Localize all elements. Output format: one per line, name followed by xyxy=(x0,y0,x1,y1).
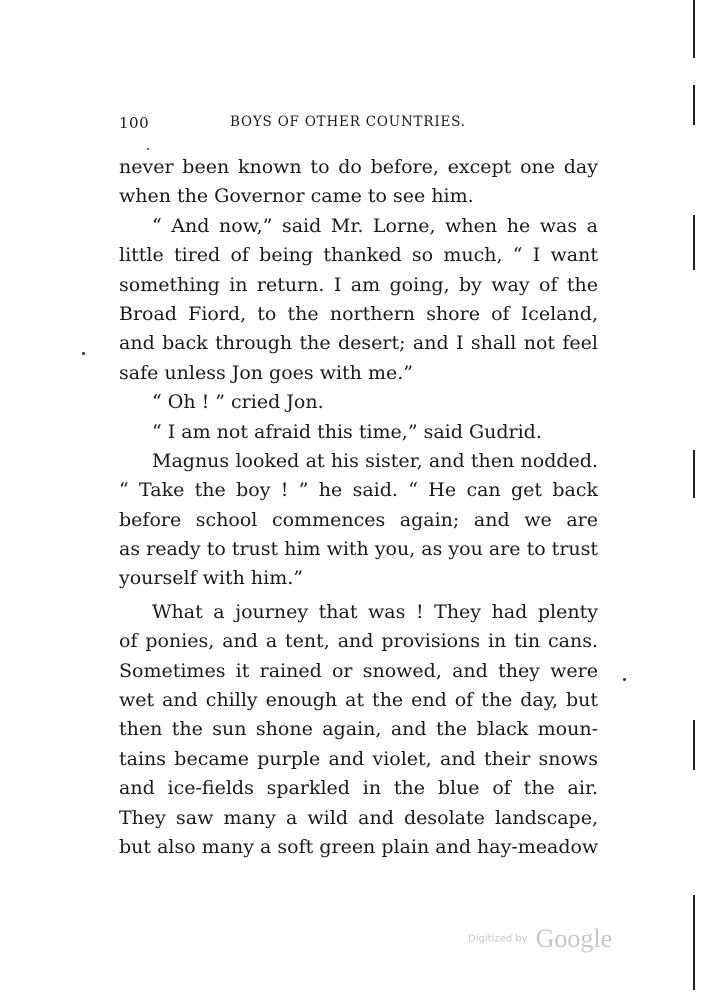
scan-speck xyxy=(82,352,85,355)
scan-edge-mark xyxy=(693,450,695,498)
body-text xyxy=(119,153,598,862)
scan-edge-mark xyxy=(693,215,695,270)
watermark-prefix: Digitized by xyxy=(468,933,528,945)
page-number: 100 xyxy=(119,114,150,132)
text-line: They saw many a wild and desolate landscape, xyxy=(119,806,598,829)
text-line: as ready to trust him with you, as you are to trust xyxy=(119,538,599,561)
text-line: of ponies, and a tent, and provisions in tin cans. xyxy=(119,630,598,653)
text-line: when the Governor came to see him. xyxy=(119,185,474,208)
digitized-watermark xyxy=(468,924,612,956)
watermark-brand: Google xyxy=(535,924,613,953)
scan-speck xyxy=(623,678,626,681)
scan-edge-mark xyxy=(693,720,695,770)
running-header xyxy=(119,114,599,136)
scan-edge-mark xyxy=(693,0,695,58)
text-line: safe unless Jon goes with me.” xyxy=(119,361,413,384)
text-line: something in return. I am going, by way of the xyxy=(119,273,598,296)
text-line: and back through the desert; and I shall not feel xyxy=(119,332,598,355)
text-line: Magnus looked at his sister, and then nodded. xyxy=(152,449,598,472)
scan-edge-mark xyxy=(693,895,695,990)
text-line: then the sun shone again, and the black moun- xyxy=(119,718,598,741)
scan-edge-mark xyxy=(693,85,695,125)
text-line: but also many a soft green plain and hay-meadow xyxy=(119,835,599,858)
scan-speck xyxy=(147,148,149,150)
text-line: yourself with him.” xyxy=(119,567,303,590)
text-line: “ Oh ! ” cried Jon. xyxy=(152,391,324,414)
text-line: “ And now,” said Mr. Lorne, when he was a xyxy=(152,214,598,237)
running-title: BOYS OF OTHER COUNTRIES. xyxy=(230,114,466,130)
text-line: never been known to do before, except one day xyxy=(119,156,598,178)
text-line: before school commences again; and we are xyxy=(119,508,598,531)
text-line: Sometimes it rained or snowed, and they were xyxy=(119,659,598,682)
text-line: and ice-fields sparkled in the blue of the air. xyxy=(119,777,598,800)
text-line: little tired of being thanked so much, “ I want xyxy=(119,244,598,267)
text-line: “ Take the boy ! ” he said. “ He can get back xyxy=(119,479,598,502)
text-line: wet and chilly enough at the end of the day, but xyxy=(119,689,598,712)
text-line: tains became purple and violet, and their snows xyxy=(119,747,598,770)
text-line: “ I am not afraid this time,” said Gudrid. xyxy=(152,420,542,443)
text-line: What a journey that was ! They had plenty xyxy=(152,600,598,623)
text-line: Broad Fiord, to the northern shore of Iceland, xyxy=(119,302,598,325)
